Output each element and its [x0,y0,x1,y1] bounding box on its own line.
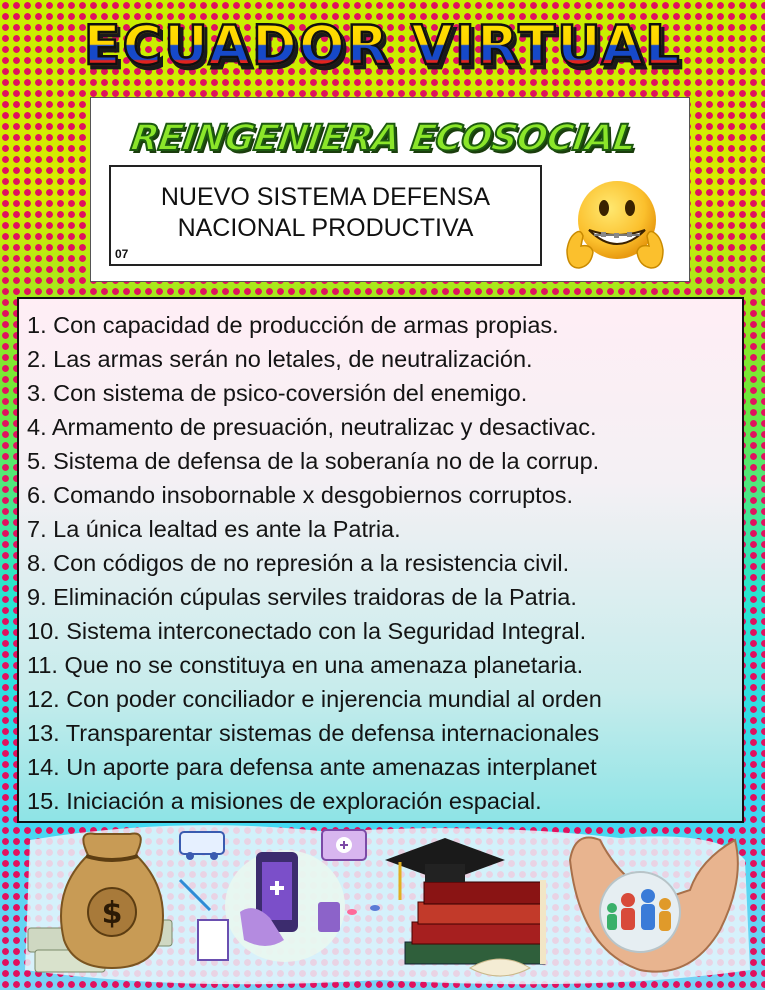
numbered-list-panel [17,297,744,823]
list-item: 9. Eliminación cúpulas serviles traidoras de la Patria. [27,584,577,610]
list-item: 15. Iniciación a misiones de exploración espacial. [27,788,542,814]
list-item: 11. Que no se constituya en una amenaza planetaria. [27,652,584,678]
list-item: 12. Con poder conciliador e injerencia mundial al orden [27,686,602,712]
header-card [90,97,690,282]
banner-title: ECUADOR VIRTUAL [0,14,765,77]
list-item: 5. Sistema de defensa de la soberanía no de la corrup. [27,448,600,474]
grinning-emoji-icon [561,178,669,282]
list-item: 1. Con capacidad de producción de armas propias. [27,312,559,338]
list-item: 6. Comando insobornable x desgobiernos corruptos. [27,482,574,508]
list-item: 14. Un aporte para defensa ante amenazas interplanet [27,754,597,780]
topic-line-2: NACIONAL PRODUCTIVA [177,214,474,242]
numbered-list [19,299,742,818]
bottom-illustration [0,820,765,990]
list-item: 8. Con códigos de no represión a la resistencia civil. [27,550,570,576]
list-item: 3. Con sistema de psico-coversión del enemigo. [27,380,528,406]
page-number: 07 [115,247,129,261]
list-item: 2. Las armas serán no letales, de neutralización. [27,346,533,372]
list-item: 10. Sistema interconectado con la Seguridad Integral. [27,618,587,644]
subtitle: REINGENIERA ECOSOCIAL [128,118,639,159]
topic-line-1: NUEVO SISTEMA DEFENSA [160,183,491,211]
list-item: 13. Transparentar sistemas de defensa internacionales [27,720,600,746]
list-item: 4. Armamento de presuación, neutralizac y desactivac. [27,414,597,440]
dollar-sign: $ [101,896,123,931]
list-item: 7. La única lealtad es ante la Patria. [27,516,401,542]
topic-box [109,165,542,266]
